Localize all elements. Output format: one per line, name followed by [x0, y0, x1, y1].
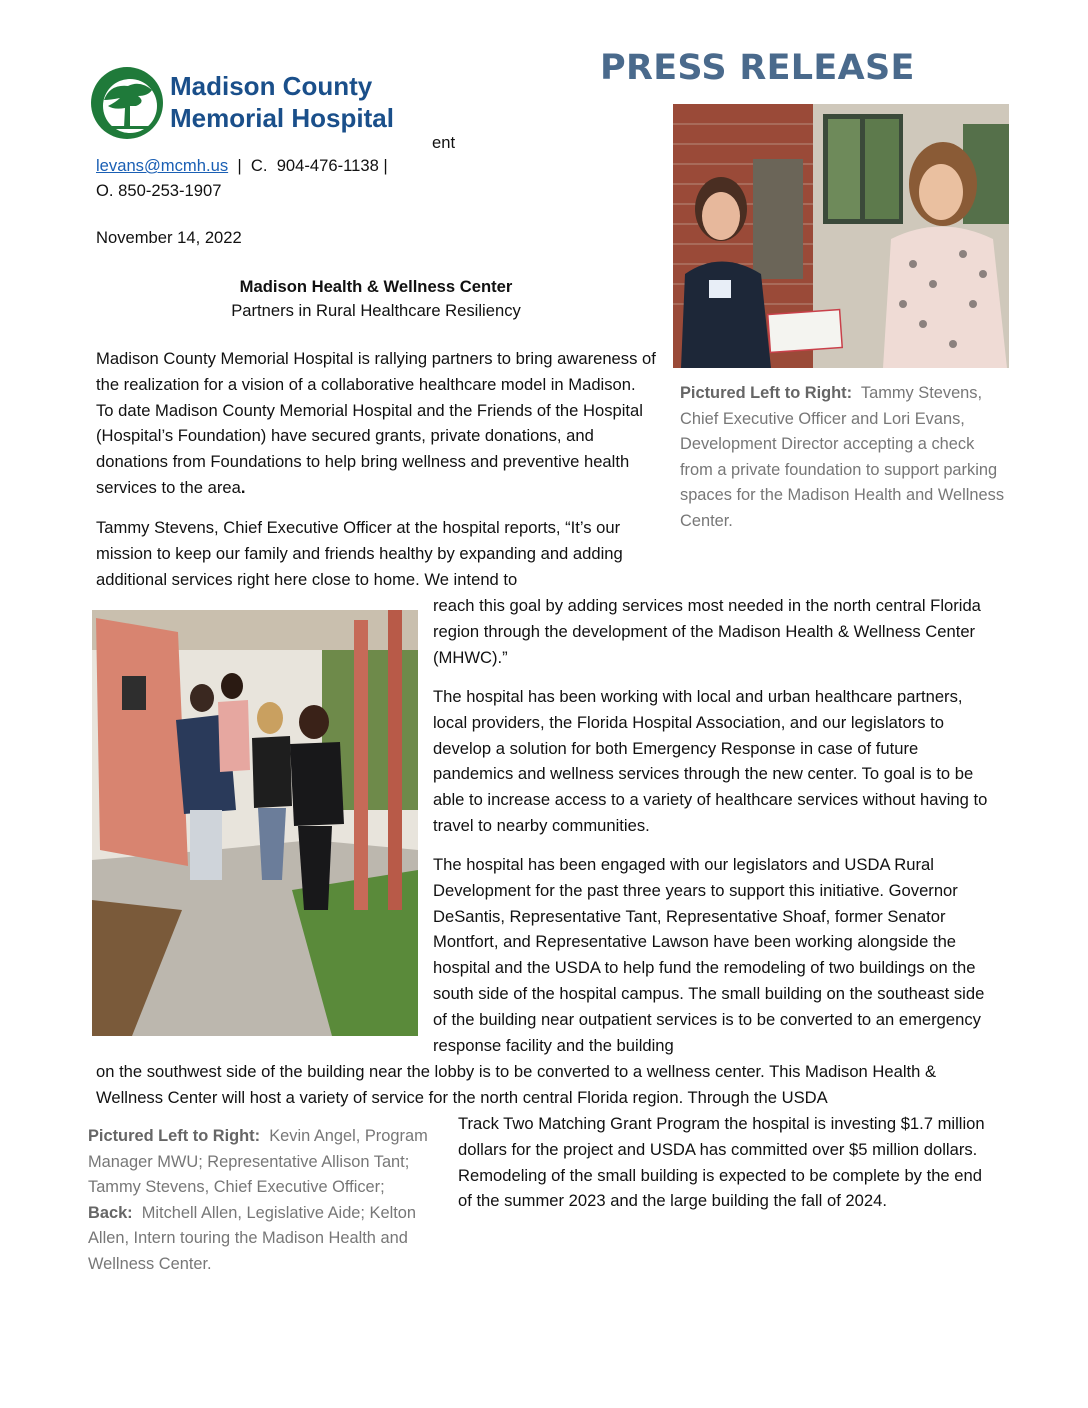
paragraph-1-text: Madison County Memorial Hospital is rallying partners to bring awareness of the realization for a vision of a collaborative healthcare model in Madison. To date Madison County Memorial Hospital and the Friends of the Hospital (Hospital’s Foundation) have secured grants, private donations, and donations from Foundations to help bring wellness and preventive health services to the area	[96, 349, 656, 497]
photo-touring-group	[92, 610, 418, 1036]
cell-phone: | C. 904-476-1138 |	[228, 156, 388, 175]
logo-line-2: Memorial Hospital	[170, 103, 394, 133]
contact-fragment: ent	[432, 133, 456, 152]
paragraph-7: Track Two Matching Grant Program the hospital is investing $1.7 million dollars for the project and USDA has committed over $5 million dollars. Remodeling of the small building is expected to be complete by the end of the summer 2023 and the large building the fall of 2024.	[458, 1114, 985, 1211]
email-link[interactable]: levans@mcmh.us	[96, 156, 229, 175]
caption-photo-2	[88, 1124, 433, 1278]
caption-2-label: Pictured Left to Right:	[88, 1127, 261, 1145]
contact-line-1	[96, 153, 388, 179]
paragraph-1	[96, 346, 656, 501]
subheadline: Partners in Rural Healthcare Resiliency	[231, 301, 521, 320]
headline: Madison Health & Wellness Center	[239, 277, 513, 296]
caption-photo-1	[680, 381, 1009, 535]
logo-line-1: Madison County	[170, 71, 373, 101]
paragraph-4: The hospital has been working with local and urban healthcare partners, local providers, the Florida Hospital Association, and our legislators to develop a solution for both Emergency Response in case of future pandemics and wellness services through the new center. To goal is to be able to increase access to a variety of healthcare services without having to travel to nearby communities.	[433, 687, 988, 835]
release-date: November 14, 2022	[96, 228, 242, 247]
caption-1-text: Tammy Stevens, Chief Executive Officer and Lori Evans, Development Director accepting a check from a private foundation to support parking spaces for the Madison Health and Wellness Center.	[680, 384, 1009, 530]
caption-1-label: Pictured Left to Right:	[680, 384, 853, 402]
paragraph-3: reach this goal by adding services most needed in the north central Florida region through the development of the Madison Health & Wellness Center (MHWC).”	[433, 596, 981, 667]
paragraph-6: on the southwest side of the building near the lobby is to be converted to a wellness center. This Madison Health & Wellness Center will host a variety of service for the north central Florida region. Through the USDA	[96, 1062, 937, 1107]
press-release-title: PRESS RELEASE	[600, 48, 915, 88]
caption-2-text-2: Mitchell Allen, Legislative Aide; Kelton Allen, Intern touring the Madison Health and Wellness Center.	[88, 1203, 420, 1273]
tree-logo-icon	[90, 66, 164, 140]
caption-2-back-label: Back:	[88, 1203, 133, 1222]
paragraph-2: Tammy Stevens, Chief Executive Officer at the hospital reports, “It’s our mission to keep our family and friends healthy by expanding and adding additional services right here close to home. We intend to	[96, 518, 623, 589]
logo-wordmark	[170, 70, 394, 134]
photo-check-presentation	[673, 104, 1009, 368]
caption-2-text-1: Kevin Angel, Program Manager MWU; Representative Allison Tant; Tammy Stevens, Chief Executive Officer;	[88, 1127, 433, 1197]
paragraph-5: The hospital has been engaged with our legislators and USDA Rural Development for the past three years to support this initiative. Governor DeSantis, Representative Tant, Representative Shoaf, former Senator Montfort, and Representative Lawson have been working alongside the hospital and the USDA to help fund the remodeling of two buildings on the south side of the hospital campus. The small building on the southeast side of the building near outpatient services is to be converted to an emergency response facility and the building	[433, 855, 985, 1055]
hospital-logo	[90, 66, 420, 144]
office-phone: O. 850-253-1907	[96, 181, 222, 200]
paragraph-1-end: .	[240, 477, 246, 497]
